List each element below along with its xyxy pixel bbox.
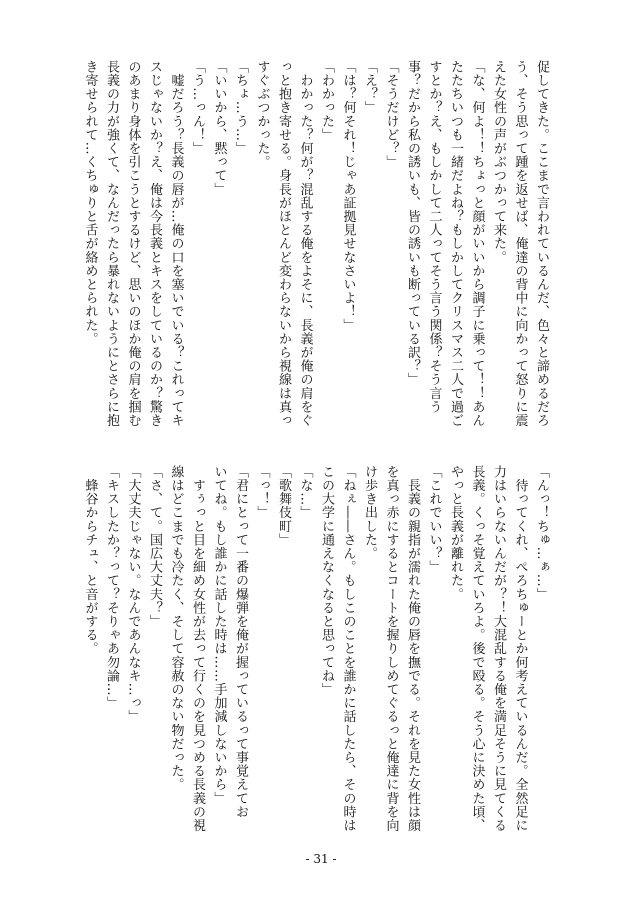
text-line: 「大丈夫じゃない。なんであんなキ…っ」 <box>125 465 141 724</box>
text-block-top <box>79 60 552 432</box>
text-line: 「ちょ…う…」 <box>233 60 248 156</box>
text-line: この大学に通えなくなると思ってね」 <box>319 465 334 697</box>
text-line: のあまり身体を引こうとするけど、思いのほか俺の肩を掴む <box>125 60 141 428</box>
text-line: け歩き出した。 <box>362 465 377 561</box>
text-line: 長義の力が強くて、なんだったら暴れないようにとさらに抱 <box>104 60 119 428</box>
text-line: 「キスしたか？って？そりゃあ勿論…」 <box>104 465 119 710</box>
text-line: 「これでいい？」 <box>426 465 442 574</box>
text-line: 「いいから、黙って」 <box>211 60 227 196</box>
text-line: 「な、何よ！！ちょっと顔がいいから調子に乗って！！あん <box>469 60 485 428</box>
text-line: 力はいらないんだが？！大混乱する俺を満足そうに見てくる <box>491 465 506 833</box>
text-block-bottom <box>79 465 552 837</box>
text-line: いてね。もし誰かに話した時は……手加減しないから」 <box>211 465 227 805</box>
text-line: すぐぶつかった。 <box>254 60 270 169</box>
text-line: 「え？」 <box>362 60 377 115</box>
text-line: 促してきた。ここまで言われているんだ、色々と諦めるだろ <box>534 60 549 428</box>
text-line: やっと長義が離れた。 <box>448 465 463 601</box>
text-line: すとか？え、もしかして二人ってそう言う関係？そう言う <box>426 60 442 414</box>
page-number: - 31 - <box>305 852 337 866</box>
text-line: 嘘だろう？長義の唇が…俺の口を塞いでいる？これってキ <box>168 60 184 428</box>
text-line: スじゃないか？え、俺は今長義とキスをしているのか？驚き <box>147 60 162 428</box>
text-line: 「さ、て。国広大丈夫？」 <box>147 465 162 629</box>
text-line: を真っ赤にするとコートを握りしめてぐるっと俺達に背を向 <box>383 465 399 833</box>
text-line: 事？だから私の誘いも、皆の誘いも断っている訳？」 <box>405 60 420 387</box>
text-line: 「ねぇ――さん。もしこのことを誰かに話したら、その時は <box>340 465 356 833</box>
text-line: 「そうだけど？」 <box>383 60 399 169</box>
text-line: う、そう思って踵を返せば、俺達の背中に向かって怒りに震 <box>512 60 528 428</box>
text-line: 「んっ！ちゅ…ぁ…」 <box>534 465 549 601</box>
text-line: すぅっと目を細め女性が去って行くのを見つめる長義の視 <box>190 465 205 833</box>
text-line: 「は？何それ！じゃあ証拠見せなさいよ！」 <box>340 60 356 332</box>
text-line: っと抱き寄せる。身長がほとんど変わらないから視線は真っ <box>276 60 291 428</box>
text-line: えた女性の声がぶつかって来た。 <box>491 60 506 264</box>
text-line: 長義の親指が濡れた俺の唇を撫でる。それを見た女性は顔 <box>405 465 420 833</box>
text-line: 長義。くっそ覚えていろよ。後で殴る。そう心に決めた頃、 <box>469 465 485 833</box>
text-line: 待ってくれ、ぺろちゅーとか何考えているんだ。全然足に <box>512 465 528 833</box>
text-line: 「う…っん！」 <box>190 60 205 156</box>
text-line: き寄せられて…くちゅりと舌が絡めとられた。 <box>82 60 98 346</box>
text-line: 「っ！」 <box>254 465 270 520</box>
text-line: 線はどこまでも冷たく、そして容赦のない物だった。 <box>168 465 184 792</box>
text-line: 「わかった」 <box>319 60 334 142</box>
text-line: 「な…」 <box>297 465 313 520</box>
text-line: 蜂谷からチュ、と音がする。 <box>82 465 98 656</box>
text-line: 「歌舞伎町」 <box>276 465 291 547</box>
text-line: わかった？何が？混乱する俺をよそに、長義が俺の肩をぐ <box>297 60 313 428</box>
text-line: 「君にとって一番の爆弾を俺が握っているって事覚えてお <box>233 465 248 819</box>
text-line: たたちいつも一緒だよね？もしかしてクリスマス二人で過ご <box>448 60 463 428</box>
